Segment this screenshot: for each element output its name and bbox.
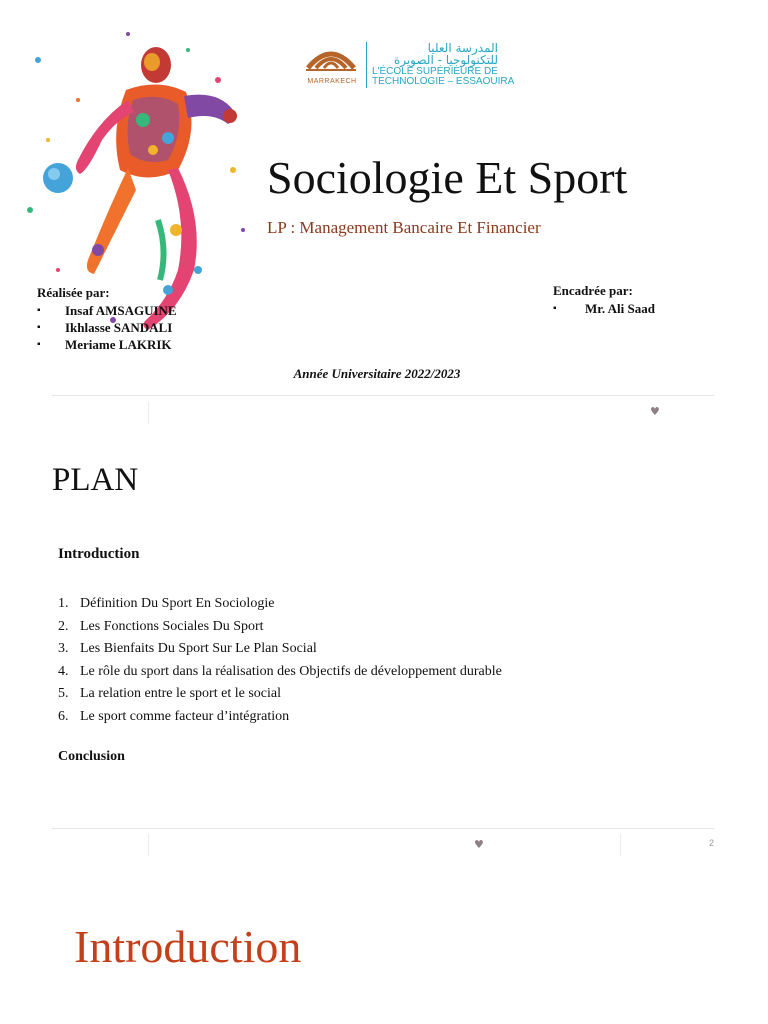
toc-item-text: Définition Du Sport En Sociologie <box>80 596 275 611</box>
student-name: Ikhlasse SANDALI <box>65 320 173 335</box>
toc-item-text: Le sport comme facteur d’intégration <box>80 708 290 724</box>
document-subtitle: LP : Management Bancaire Et Financier <box>267 218 541 237</box>
encadree-label: Encadrée par: <box>553 283 633 298</box>
plan-heading: PLAN <box>52 462 139 498</box>
logo-divider <box>366 42 367 88</box>
footer-divider <box>148 402 149 424</box>
logo-text-line1: L'ÉCOLE SUPÉRIEURE DE <box>372 66 498 77</box>
logo-arabic-text: المدرسة العليا للتكنولوجيا - الصويرة <box>393 41 498 67</box>
toc-item-number: 5. <box>58 686 69 702</box>
toc-item-number: 1. <box>58 596 69 611</box>
bullet-icon: ▪ <box>37 322 41 333</box>
toc-conclusion: Conclusion <box>58 749 125 764</box>
university-emblem-icon <box>300 38 362 94</box>
toc-item-text: Les Bienfaits Du Sport Sur Le Plan Social <box>80 641 317 657</box>
document-title: Sociologie Et Sport <box>267 152 628 203</box>
page-divider <box>52 828 714 829</box>
toc-item-number: 2. <box>58 618 69 634</box>
logo-brand-text: MARRAKECH <box>307 78 357 85</box>
toc-introduction: Introduction <box>58 546 140 562</box>
toc-item-text: Les Fonctions Sociales Du Sport <box>80 618 264 634</box>
supervisor-name: Mr. Ali Saad <box>585 301 655 316</box>
footer-divider <box>620 834 621 856</box>
toc-item-number: 3. <box>58 641 69 657</box>
realisee-label: Réalisée par: <box>37 285 110 300</box>
student-name: Meriame LAKRIK <box>65 337 172 352</box>
bullet-icon: ▪ <box>37 339 41 350</box>
introduction-heading: Introduction <box>74 921 302 972</box>
heart-icon: ♥ <box>650 405 660 418</box>
toc-item-number: 6. <box>58 708 69 724</box>
academic-year: Année Universitaire 2022/2023 <box>293 366 461 381</box>
school-logo <box>300 38 515 94</box>
bullet-icon: ▪ <box>37 305 41 316</box>
toc-item-text: Le rôle du sport dans la réalisation des Objectifs de développement durable <box>80 663 502 679</box>
footer-divider <box>148 834 149 856</box>
heart-icon: ♥ <box>474 838 484 851</box>
bullet-icon: ▪ <box>553 303 557 314</box>
logo-text-line2: TECHNOLOGIE – ESSAOUIRA <box>372 76 515 87</box>
toc-item-number: 4. <box>58 663 69 679</box>
page-divider <box>52 395 714 396</box>
student-name: Insaf AMSAGUINE <box>65 303 177 318</box>
page-number: 2 <box>709 838 715 848</box>
toc-item-text: La relation entre le sport et le social <box>80 686 281 702</box>
